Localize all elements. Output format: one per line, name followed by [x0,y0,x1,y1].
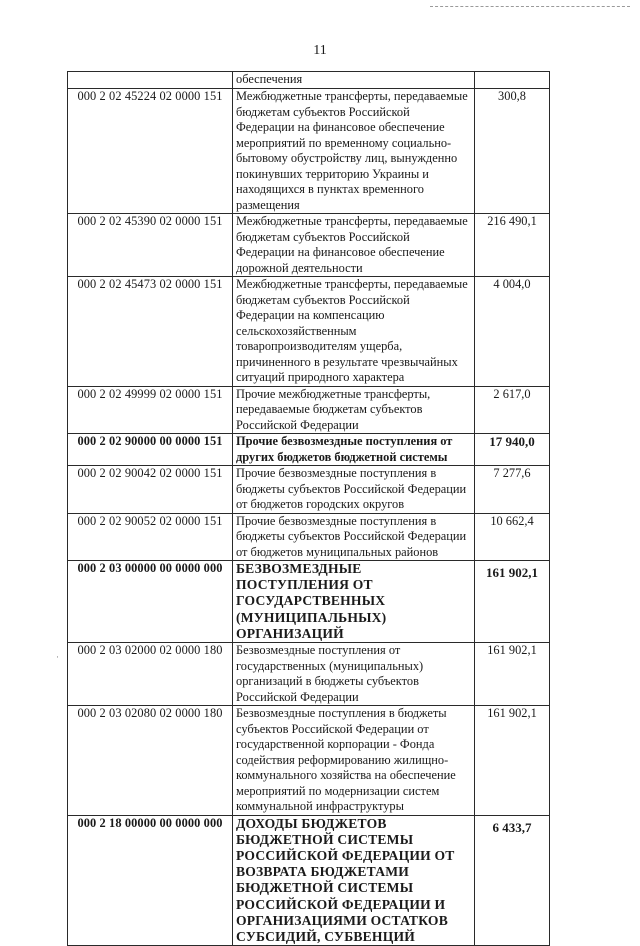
table-row [68,434,550,466]
table-row [68,643,550,706]
budget-code-cell [68,72,233,89]
amount-cell: 10 662,4 [475,513,550,561]
budget-code-cell: 000 2 02 49999 02 0000 151 [68,386,233,434]
item-name-cell: Межбюджетные трансферты, передаваемые бюджетам субъектов Российской Федерации на финансовое обеспечение дорожной деятельности [233,214,475,277]
item-name-cell: Безвозмездные поступления от государственных (муниципальных) организаций в бюджеты субъектов Российской Федерации [233,643,475,706]
table-row [68,72,550,89]
amount-cell: 300,8 [475,89,550,214]
amount-cell: 161 902,1 [475,643,550,706]
budget-code-cell: 000 2 02 90052 02 0000 151 [68,513,233,561]
amount-cell: 7 277,6 [475,466,550,514]
budget-code-cell: 000 2 02 90000 00 0000 151 [68,434,233,466]
item-name-cell: Межбюджетные трансферты, передаваемые бюджетам субъектов Российской Федерации на финансовое обеспечение мероприятий по временному социально-бытовому обустройству лиц, вынужденно покинувших территорию Украины и находящихся в пунктах временного размещения [233,89,475,214]
amount-cell: 216 490,1 [475,214,550,277]
budget-revenue-table [67,71,550,946]
amount-cell: 2 617,0 [475,386,550,434]
table-row [68,513,550,561]
amount-cell: 161 902,1 [475,561,550,643]
table-row [68,815,550,946]
table-row [68,706,550,816]
item-name-cell: Прочие межбюджетные трансферты, передаваемые бюджетам субъектов Российской Федерации [233,386,475,434]
table-row [68,89,550,214]
budget-code-cell: 000 2 03 02000 02 0000 180 [68,643,233,706]
amount-cell [475,72,550,89]
item-name-cell: обеспечения [233,72,475,89]
item-name-cell: ДОХОДЫ БЮДЖЕТОВ БЮДЖЕТНОЙ СИСТЕМЫ РОССИЙСКОЙ ФЕДЕРАЦИИ ОТ ВОЗВРАТА БЮДЖЕТАМИ БЮДЖЕТНОЙ СИСТЕМЫ РОССИЙСКОЙ ФЕДЕРАЦИИ И ОРГАНИЗАЦИЯМИ ОСТАТКОВ СУБСИДИЙ, СУБВЕНЦИЙ [233,815,475,946]
item-name-cell: БЕЗВОЗМЕЗДНЫЕ ПОСТУПЛЕНИЯ ОТ ГОСУДАРСТВЕННЫХ (МУНИЦИПАЛЬНЫХ) ОРГАНИЗАЦИЙ [233,561,475,643]
amount-cell: 4 004,0 [475,277,550,387]
budget-code-cell: 000 2 02 45224 02 0000 151 [68,89,233,214]
table-row [68,466,550,514]
item-name-cell: Межбюджетные трансферты, передаваемые бюджетам субъектов Российской Федерации на компенсацию сельскохозяйственным товаропроизводителям ущерба, причиненного в результате чрезвычайных ситуаций природного характера [233,277,475,387]
budget-code-cell: 000 2 03 02080 02 0000 180 [68,706,233,816]
table-row [68,386,550,434]
budget-code-cell: 000 2 02 45473 02 0000 151 [68,277,233,387]
scan-mark: · [56,652,59,662]
budget-code-cell: 000 2 02 45390 02 0000 151 [68,214,233,277]
page-number: 11 [313,43,327,58]
table-row [68,214,550,277]
budget-code-cell: 000 2 02 90042 02 0000 151 [68,466,233,514]
table-row [68,561,550,643]
amount-cell: 161 902,1 [475,706,550,816]
item-name-cell: Прочие безвозмездные поступления в бюджеты субъектов Российской Федерации от бюджетов муниципальных районов [233,513,475,561]
budget-code-cell: 000 2 03 00000 00 0000 000 [68,561,233,643]
budget-code-cell: 000 2 18 00000 00 0000 000 [68,815,233,946]
scan-edge-line [430,6,630,7]
item-name-cell: Прочие безвозмездные поступления от других бюджетов бюджетной системы [233,434,475,466]
item-name-cell: Безвозмездные поступления в бюджеты субъектов Российской Федерации от государственной корпорации - Фонда содействия реформированию жилищно-коммунального хозяйства на обеспечение мероприятий по модернизации систем коммунальной инфраструктуры [233,706,475,816]
amount-cell: 6 433,7 [475,815,550,946]
table-row [68,277,550,387]
amount-cell: 17 940,0 [475,434,550,466]
item-name-cell: Прочие безвозмездные поступления в бюджеты субъектов Российской Федерации от бюджетов городских округов [233,466,475,514]
